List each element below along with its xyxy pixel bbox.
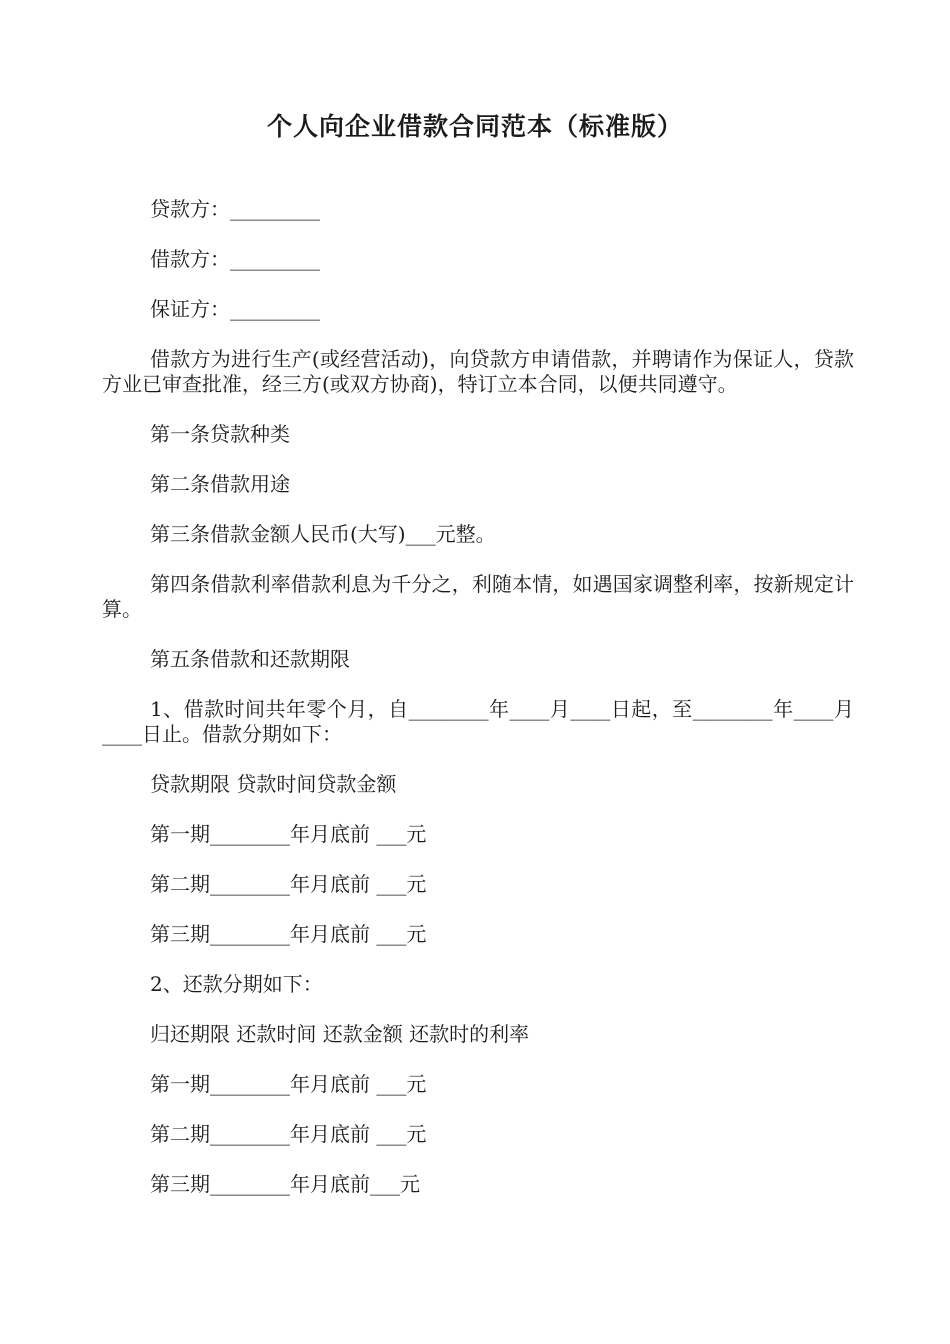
loan-period-2: 第二期________年月底前 ___元 xyxy=(150,872,427,896)
article-5-heading: 第五条借款和还款期限 xyxy=(150,647,350,671)
document-title: 个人向企业借款合同范本（标准版） xyxy=(266,112,683,141)
repayment-period-3: 第三期________年月底前___元 xyxy=(150,1172,420,1196)
article-2-heading: 第二条借款用途 xyxy=(150,472,290,496)
repayment-table-header: 归还期限 还款时间 还款金额 还款时的利率 xyxy=(150,1022,530,1046)
loan-period-3: 第三期________年月底前 ___元 xyxy=(150,922,427,946)
repayment-period-2: 第二期________年月底前 ___元 xyxy=(150,1122,427,1146)
repayment-period-1: 第一期________年月底前 ___元 xyxy=(150,1072,427,1096)
lender-line: 贷款方：_________ xyxy=(150,197,320,221)
borrower-line: 借款方：_________ xyxy=(150,247,320,271)
loan-table-header: 贷款期限 贷款时间贷款金额 xyxy=(150,772,397,796)
article-4-paragraph: 第四条借款利率借款利息为千分之，利随本情，如遇国家调整利率，按新规定计算。 xyxy=(102,572,854,621)
article-1-heading: 第一条贷款种类 xyxy=(150,422,290,446)
guarantor-line: 保证方：_________ xyxy=(150,297,320,321)
article-3-paragraph: 第三条借款金额人民币(大写)___元整。 xyxy=(150,522,496,546)
repayment-heading: 2、还款分期如下： xyxy=(150,972,323,996)
preamble-paragraph: 借款方为进行生产(或经营活动)，向贷款方申请借款，并聘请作为保证人，贷款方业已审查批准，经三方(或双方协商)，特订立本合同，以便共同遵守。 xyxy=(102,347,854,396)
loan-period-paragraph: 1、借款时间共年零个月，自________年____月____日起，至________年____月____日止。借款分期如下： xyxy=(102,697,854,746)
document-body xyxy=(102,197,854,1222)
loan-period-1: 第一期________年月底前 ___元 xyxy=(150,822,427,846)
